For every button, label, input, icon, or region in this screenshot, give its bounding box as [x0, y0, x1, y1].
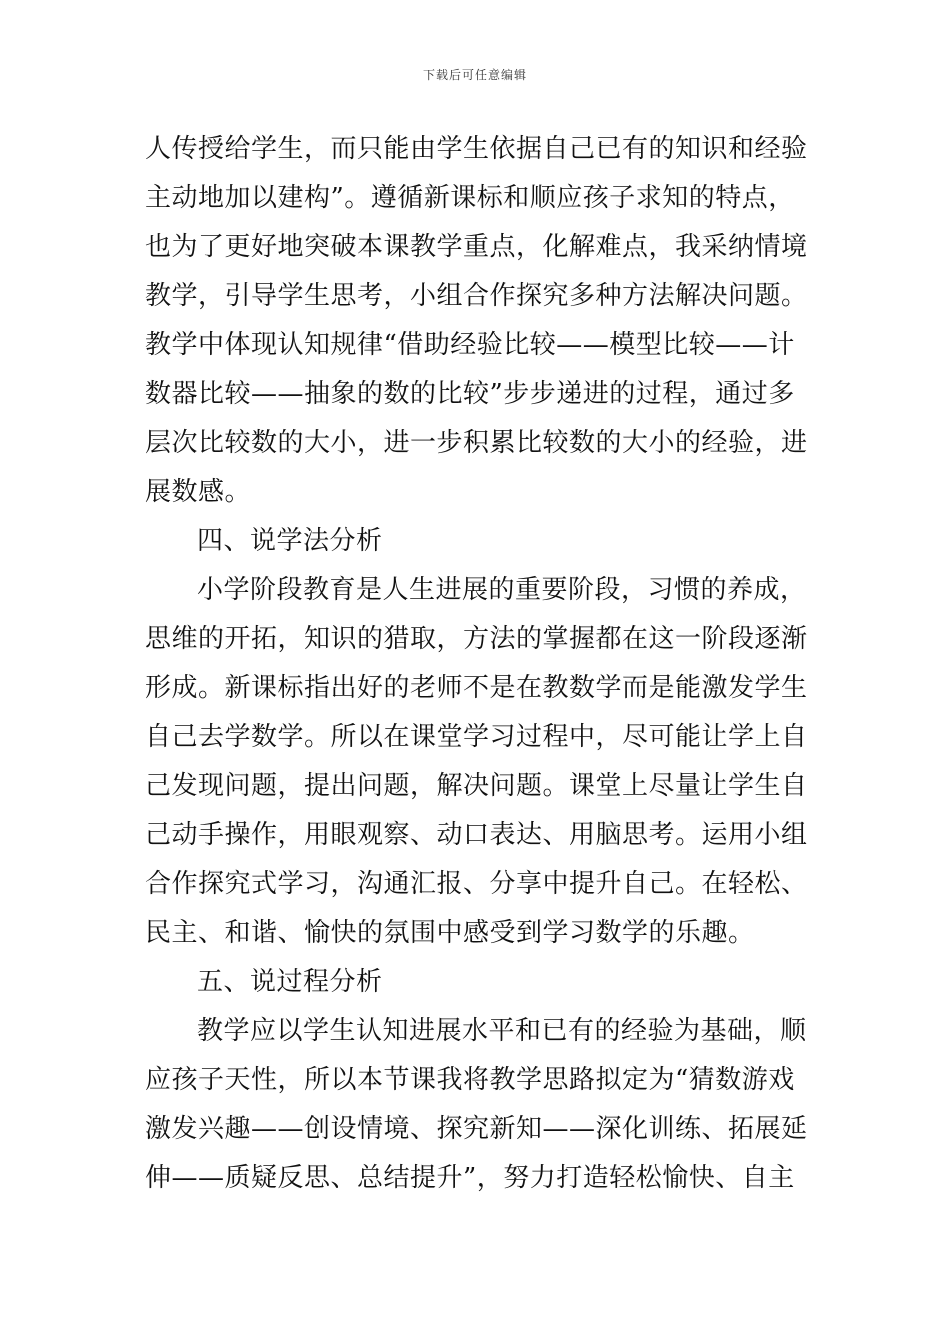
paragraph-line: 合作探究式学习，沟通汇报、分享中提升自己。在轻松、 — [145, 869, 808, 899]
paragraph-line: 教学，引导学生思考，小组合作探究多种方法解决问题。 — [145, 281, 808, 311]
section-heading-5: 五、说过程分析 — [197, 967, 383, 997]
paragraph-line: 人传授给学生，而只能由学生依据自己已有的知识和经验 — [145, 134, 808, 164]
paragraph-line: 教学中体现认知规律“借助经验比较——模型比较——计 — [145, 330, 795, 360]
section-heading-4: 四、说学法分析 — [197, 526, 383, 556]
paragraph-line: 展数感。 — [145, 477, 252, 507]
paragraph-line: 自己去学数学。所以在课堂学习过程中，尽可能让学上自 — [145, 722, 808, 752]
paragraph-line: 己发现问题，提出问题，解决问题。课堂上尽量让学生自 — [145, 771, 808, 801]
paragraph-line: 思维的开拓，知识的猎取，方法的掌握都在这一阶段逐渐 — [145, 624, 808, 654]
document-body — [145, 125, 810, 1203]
paragraph-line: 主动地加以建构”。遵循新课标和顺应孩子求知的特点， — [145, 183, 795, 213]
paragraph-line: 伸——质疑反思、总结提升”，努力打造轻松愉快、自主 — [145, 1163, 795, 1193]
paragraph-line: 数器比较——抽象的数的比较”步步递进的过程，通过多 — [145, 379, 795, 409]
paragraph-line: 也为了更好地突破本课教学重点，化解难点，我采纳情境 — [145, 232, 808, 262]
paragraph-line: 小学阶段教育是人生进展的重要阶段，习惯的养成， — [197, 575, 807, 605]
paragraph-line: 激发兴趣——创设情境、探究新知——深化训练、拓展延 — [145, 1114, 808, 1144]
paragraph-line: 教学应以学生认知进展水平和已有的经验为基础，顺 — [197, 1016, 807, 1046]
header-note: 下载后可任意编辑 — [422, 68, 527, 82]
paragraph-line: 形成。新课标指出好的老师不是在教数学而是能激发学生 — [145, 673, 808, 703]
paragraph-line: 层次比较数的大小，进一步积累比较数的大小的经验，进 — [145, 428, 808, 458]
paragraph-line: 民主、和谐、愉快的氛围中感受到学习数学的乐趣。 — [145, 918, 755, 948]
paragraph-line: 应孩子天性，所以本节课我将教学思路拟定为“猜数游戏 — [145, 1065, 795, 1095]
paragraph-line: 己动手操作，用眼观察、动口表达、用脑思考。运用小组 — [145, 820, 808, 850]
